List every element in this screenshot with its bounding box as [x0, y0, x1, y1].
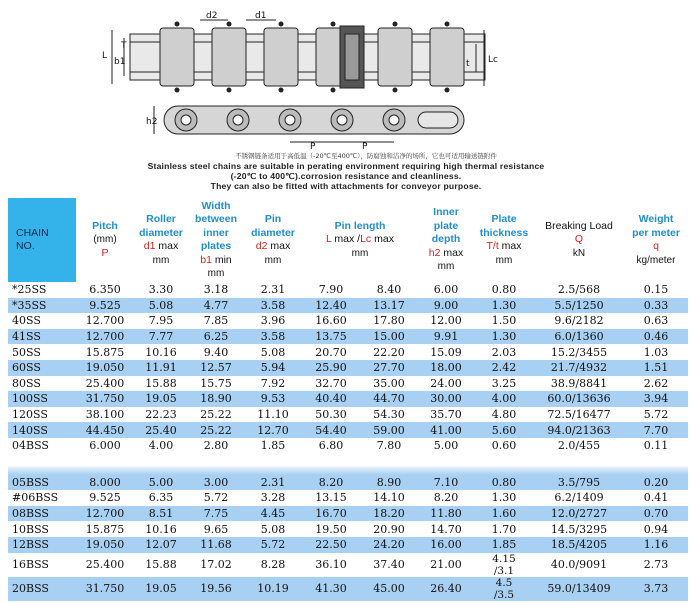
- cell-roller-diameter: 7.95: [148, 314, 174, 328]
- cell-roller-diameter: 5.00: [134, 475, 188, 491]
- cell-plate-depth: 14.70: [430, 522, 462, 536]
- cell-plate-thickness: 1.60: [474, 506, 534, 522]
- cell-plate-depth: 26.40: [418, 577, 474, 601]
- table-row: [8, 577, 688, 601]
- cell-roller-diameter: 7.77: [134, 329, 188, 345]
- table-row: [8, 506, 688, 522]
- cell-pitch: 44.450: [76, 422, 134, 438]
- cell-pin-diameter: 5.94: [244, 360, 302, 376]
- cell-pin-length-lc: 59.00: [360, 422, 418, 438]
- cell-breaking-load: 5.5/1250: [534, 298, 624, 314]
- cell-chain-no: *35SS: [8, 298, 76, 314]
- thickness-t: /3.5: [493, 588, 515, 601]
- cell-breaking-load: 2.5/568: [557, 283, 601, 297]
- cell-plate-thickness: 5.60: [474, 422, 534, 438]
- cell-plate-depth: 24.00: [430, 376, 462, 390]
- cell-weight: 1.16: [624, 537, 688, 553]
- cell-plate-thickness: 3.25: [491, 376, 517, 390]
- cell-width: 9.40: [203, 345, 229, 359]
- cell-pitch: 15.875: [85, 522, 125, 536]
- cell-pin-length-lc: 35.00: [373, 376, 405, 390]
- caption-english-1: Stainless steel chains are suitable in perating environment requiring high thermal resistance: [147, 161, 545, 171]
- cell-pin-length-l: 19.50: [315, 522, 347, 536]
- table-row: [8, 438, 688, 454]
- cell-breaking-load: 6.2/1409: [554, 491, 604, 505]
- cell-chain-no: 120SS: [12, 408, 48, 422]
- cell-pin-length-l: 41.30: [302, 577, 360, 601]
- cell-chain-no: 10BSS: [12, 522, 49, 536]
- dim-b1: b1: [114, 57, 126, 67]
- cell-weight: 0.20: [624, 475, 688, 491]
- dim-d2: d2: [206, 11, 218, 21]
- cell-pin-diameter: 2.31: [260, 283, 286, 297]
- cell-breaking-load: 40.0/9091: [550, 558, 608, 571]
- col-weight: Weight per meter q kg/meter: [632, 213, 680, 266]
- cell-plate-depth: 9.00: [418, 298, 474, 314]
- cell-pin-diameter: 3.28: [260, 491, 286, 505]
- cell-pin-length-l: 32.70: [315, 376, 347, 390]
- cell-pitch: 12.700: [76, 329, 134, 345]
- caption-chinese: 不锈钢链条适用于高低温（-20℃至400℃），防腐蚀和洁净的场所，它也可适用输送链附件: [235, 152, 497, 160]
- cell-width: 7.85: [203, 314, 229, 328]
- chain-spec-table: [8, 198, 688, 601]
- cell-breaking-load: 6.0/1360: [534, 329, 624, 345]
- cell-pitch: 8.000: [76, 475, 134, 491]
- cell-pin-length-l: 22.50: [302, 537, 360, 553]
- table-row: [8, 282, 688, 298]
- cell-pitch: 19.050: [76, 537, 134, 553]
- table-row: [8, 344, 688, 360]
- cell-pin-length-lc: 15.00: [360, 329, 418, 345]
- cell-pin-length-l: 6.80: [318, 439, 344, 453]
- col-chain-no: CHAIN NO.: [8, 198, 76, 282]
- cell-chain-no: 12BSS: [8, 537, 76, 553]
- cell-breaking-load: 59.0/13409: [534, 577, 624, 601]
- cell-breaking-load: 21.7/4932: [534, 360, 624, 376]
- cell-pin-diameter: 12.70: [244, 422, 302, 438]
- cell-plate-depth: 30.00: [418, 391, 474, 407]
- cell-breaking-load: 94.0/21363: [534, 422, 624, 438]
- cell-pitch: 31.750: [76, 577, 134, 601]
- cell-chain-no: 20BSS: [8, 577, 76, 601]
- cell-plate-thickness: 1.85: [474, 537, 534, 553]
- chain-top-view: [112, 20, 485, 92]
- cell-roller-diameter: 19.05: [134, 391, 188, 407]
- cell-pin-diameter: 11.10: [257, 408, 289, 422]
- cell-pitch: 9.525: [89, 491, 121, 505]
- cell-pin-diameter: 5.72: [244, 537, 302, 553]
- cell-breaking-load: 72.5/16477: [547, 408, 611, 422]
- cell-pin-length-l: 16.60: [315, 314, 347, 328]
- col-pin-diameter: Pin diameter d2 max mm: [251, 213, 295, 266]
- cell-pin-length-lc: 24.20: [360, 537, 418, 553]
- cell-pin-length-l: 50.30: [315, 408, 347, 422]
- cell-breaking-load: 38.9/8841: [550, 376, 608, 390]
- col-roller-diameter: Roller diameter d1 max mm: [139, 213, 183, 266]
- cell-pin-length-l: 16.70: [302, 506, 360, 522]
- cell-pin-length-lc: 18.20: [360, 506, 418, 522]
- cell-pitch: 25.400: [85, 376, 125, 390]
- cell-weight: 7.70: [624, 422, 688, 438]
- cell-roller-diameter: 11.91: [134, 360, 188, 376]
- cell-pin-diameter: 3.58: [244, 329, 302, 345]
- cell-plate-thickness: [474, 553, 534, 577]
- col-breaking-load: Breaking Load Q kN: [545, 219, 613, 259]
- cell-pin-length-lc: 20.90: [373, 522, 405, 536]
- cell-plate-depth: 7.10: [418, 475, 474, 491]
- cell-breaking-load: 18.5/4205: [534, 537, 624, 553]
- cell-plate-thickness: 4.80: [491, 408, 517, 422]
- dim-h2: h2: [146, 117, 158, 127]
- cell-breaking-load: 14.5/3295: [550, 522, 608, 536]
- cell-pin-length-lc: 17.80: [373, 314, 405, 328]
- cell-width: 11.68: [188, 537, 244, 553]
- cell-weight: 0.15: [643, 283, 669, 297]
- chain-technical-drawing: [0, 0, 692, 150]
- cell-plate-thickness: [474, 577, 534, 601]
- table-row: [8, 360, 688, 376]
- cell-pin-length-lc: 45.00: [360, 577, 418, 601]
- cell-weight: 0.94: [643, 522, 669, 536]
- cell-pin-length-lc: 13.17: [360, 298, 418, 314]
- dim-P-1: P: [310, 142, 316, 150]
- cell-pitch: 6.000: [89, 439, 121, 453]
- cell-breaking-load: 60.0/13636: [534, 391, 624, 407]
- cell-width: 19.56: [188, 577, 244, 601]
- caption: [0, 151, 692, 191]
- cell-pin-length-l: 36.10: [315, 558, 347, 571]
- cell-roller-diameter: 4.00: [148, 439, 174, 453]
- table-row: [8, 313, 688, 329]
- cell-roller-diameter: 5.08: [134, 298, 188, 314]
- thickness-t: /3.1: [493, 564, 515, 577]
- col-inner-plate-depth: Inner plate depth h2 max mm: [428, 206, 464, 273]
- cell-pin-length-l: 20.70: [315, 345, 347, 359]
- thickness-T: 4.15: [492, 552, 516, 565]
- cell-pin-diameter: 5.08: [260, 345, 286, 359]
- cell-pitch: 38.100: [85, 408, 125, 422]
- cell-roller-diameter: 15.88: [145, 558, 177, 571]
- cell-pin-diameter: 8.28: [260, 558, 286, 571]
- cell-plate-depth: 15.09: [430, 345, 462, 359]
- cell-chain-no: 40SS: [12, 314, 41, 328]
- cell-pin-length-lc: 8.40: [376, 283, 402, 297]
- cell-plate-thickness: 1.30: [474, 298, 534, 314]
- cell-weight: 0.41: [643, 491, 669, 505]
- cell-plate-thickness: 1.70: [491, 522, 517, 536]
- cell-width: 15.75: [200, 376, 232, 390]
- cell-plate-depth: 5.00: [433, 439, 459, 453]
- cell-chain-no: 100SS: [8, 391, 76, 407]
- table-row: [8, 422, 688, 438]
- dim-P-2: P: [362, 142, 368, 150]
- cell-weight: 2.73: [643, 558, 669, 571]
- dim-T: T: [121, 41, 127, 51]
- cell-pitch: 12.700: [85, 314, 125, 328]
- cell-roller-diameter: 19.05: [134, 577, 188, 601]
- col-width-inner-plates: Width between inner plates b1 min mm: [194, 199, 237, 279]
- dim-Lc: Lc: [488, 55, 498, 65]
- cell-plate-depth: 35.70: [430, 408, 462, 422]
- cell-roller-diameter: 10.16: [145, 345, 177, 359]
- caption-english-3: They can also be fitted with attachments for conveyor purpose.: [210, 181, 482, 191]
- cell-weight: 1.03: [643, 345, 669, 359]
- col-pin-length: Pin length L max /Lc max mm: [326, 219, 394, 259]
- dim-d1: d1: [255, 11, 267, 21]
- cell-plate-depth: 9.91: [418, 329, 474, 345]
- table-row: [8, 391, 688, 407]
- chain-side-view: [154, 106, 464, 142]
- cell-pin-diameter: 7.92: [260, 376, 286, 390]
- cell-plate-thickness: 1.30: [474, 329, 534, 345]
- table-row: [8, 376, 688, 392]
- cell-pin-length-l: 40.40: [302, 391, 360, 407]
- cell-pin-length-l: 13.15: [315, 491, 347, 505]
- table-row: [8, 521, 688, 537]
- cell-pin-diameter: 10.19: [244, 577, 302, 601]
- cell-width: 5.72: [203, 491, 229, 505]
- dim-t: t: [466, 59, 470, 69]
- cell-pin-diameter: 5.08: [260, 522, 286, 536]
- cell-chain-no: 16BSS: [12, 558, 49, 571]
- cell-chain-no: 05BSS: [8, 475, 76, 491]
- cell-roller-diameter: 10.16: [145, 522, 177, 536]
- cell-roller-diameter: 22.23: [145, 408, 177, 422]
- cell-chain-no: 140SS: [8, 422, 76, 438]
- cell-weight: 3.94: [624, 391, 688, 407]
- cell-roller-diameter: 25.40: [134, 422, 188, 438]
- cell-width: 18.90: [188, 391, 244, 407]
- cell-pin-length-lc: 27.70: [360, 360, 418, 376]
- table-row: [8, 490, 688, 506]
- cell-weight: 2.62: [643, 376, 669, 390]
- cell-roller-diameter: 8.51: [134, 506, 188, 522]
- cell-pitch: 12.700: [76, 506, 134, 522]
- table-row: [8, 475, 688, 491]
- section-divider: [8, 454, 688, 475]
- cell-pin-length-l: 54.40: [302, 422, 360, 438]
- cell-chain-no: 41SS: [8, 329, 76, 345]
- cell-width: 17.02: [200, 558, 232, 571]
- cell-plate-thickness: 2.42: [474, 360, 534, 376]
- cell-breaking-load: 9.6/2182: [554, 314, 604, 328]
- cell-width: 12.57: [188, 360, 244, 376]
- cell-pin-diameter: 2.31: [244, 475, 302, 491]
- cell-plate-depth: 12.00: [430, 314, 462, 328]
- cell-weight: 0.33: [624, 298, 688, 314]
- col-plate-thickness: Plate thickness T/t max mm: [479, 213, 529, 266]
- cell-plate-thickness: 1.50: [491, 314, 517, 328]
- cell-pin-length-lc: 44.70: [360, 391, 418, 407]
- table-row: [8, 407, 688, 423]
- table-body: [8, 282, 688, 601]
- cell-weight: 1.51: [624, 360, 688, 376]
- cell-pin-length-lc: 7.80: [376, 439, 402, 453]
- cell-chain-no: 80SS: [12, 376, 41, 390]
- cell-width: 25.22: [200, 408, 232, 422]
- cell-plate-depth: 41.00: [418, 422, 474, 438]
- cell-plate-thickness: 1.30: [491, 491, 517, 505]
- cell-plate-thickness: 0.80: [491, 283, 517, 297]
- cell-pitch: 25.400: [85, 558, 125, 571]
- cell-width: 4.77: [188, 298, 244, 314]
- cell-weight: 5.72: [643, 408, 669, 422]
- cell-width: 3.18: [203, 283, 229, 297]
- cell-plate-depth: 18.00: [418, 360, 474, 376]
- cell-pitch: 31.750: [76, 391, 134, 407]
- cell-breaking-load: 15.2/3455: [550, 345, 608, 359]
- cell-roller-diameter: 6.35: [148, 491, 174, 505]
- cell-pin-length-lc: 54.30: [373, 408, 405, 422]
- cell-breaking-load: 2.0/455: [557, 439, 601, 453]
- cell-plate-depth: 16.00: [418, 537, 474, 553]
- cell-pin-length-l: 8.20: [302, 475, 360, 491]
- cell-roller-diameter: 12.07: [134, 537, 188, 553]
- cell-pitch: 15.875: [85, 345, 125, 359]
- cell-roller-diameter: 15.88: [145, 376, 177, 390]
- cell-plate-thickness: 0.60: [491, 439, 517, 453]
- cell-width: 25.22: [188, 422, 244, 438]
- cell-pin-length-lc: 37.40: [373, 558, 405, 571]
- cell-pin-diameter: 3.58: [244, 298, 302, 314]
- cell-weight: 0.70: [624, 506, 688, 522]
- cell-plate-depth: 21.00: [430, 558, 462, 571]
- caption-english-2: (-20℃ to 400℃).corrosion resistance and cleanliness.: [230, 171, 462, 181]
- cell-chain-no: 50SS: [12, 345, 41, 359]
- cell-pin-length-lc: 22.20: [373, 345, 405, 359]
- header-row: [8, 198, 688, 282]
- cell-weight: 0.46: [624, 329, 688, 345]
- cell-pitch: 19.050: [76, 360, 134, 376]
- cell-pitch: 9.525: [76, 298, 134, 314]
- cell-chain-no: 08BSS: [8, 506, 76, 522]
- table-row: [8, 537, 688, 553]
- cell-width: 9.65: [203, 522, 229, 536]
- cell-pin-length-l: 12.40: [302, 298, 360, 314]
- cell-plate-thickness: 0.80: [474, 475, 534, 491]
- cell-chain-no: 04BSS: [12, 439, 49, 453]
- cell-pin-length-l: 13.75: [302, 329, 360, 345]
- table-row: [8, 329, 688, 345]
- cell-pin-diameter: 4.45: [244, 506, 302, 522]
- cell-weight: 3.73: [624, 577, 688, 601]
- cell-width: 2.80: [203, 439, 229, 453]
- cell-plate-depth: 11.80: [418, 506, 474, 522]
- cell-pin-length-l: 25.90: [302, 360, 360, 376]
- table-row: [8, 553, 688, 577]
- cell-weight: 0.11: [643, 439, 669, 453]
- table-row: [8, 298, 688, 314]
- cell-width: 3.00: [188, 475, 244, 491]
- cell-plate-depth: 8.20: [433, 491, 459, 505]
- cell-chain-no: *25SS: [12, 283, 47, 297]
- cell-width: 7.75: [188, 506, 244, 522]
- cell-pin-length-lc: 8.90: [360, 475, 418, 491]
- cell-pin-length-l: 7.90: [318, 283, 344, 297]
- cell-chain-no: #06BSS: [12, 491, 59, 505]
- col-pitch: Pitch (mm) P: [92, 219, 118, 259]
- cell-roller-diameter: 3.30: [148, 283, 174, 297]
- cell-pin-diameter: 1.85: [260, 439, 286, 453]
- cell-plate-thickness: 4.00: [474, 391, 534, 407]
- cell-width: 6.25: [188, 329, 244, 345]
- cell-breaking-load: 3.5/795: [534, 475, 624, 491]
- thickness-T: 4.5: [495, 576, 513, 589]
- cell-weight: 0.63: [643, 314, 669, 328]
- cell-pitch: 6.350: [89, 283, 121, 297]
- cell-chain-no: 60SS: [8, 360, 76, 376]
- cell-breaking-load: 12.0/2727: [534, 506, 624, 522]
- cell-pin-length-lc: 14.10: [373, 491, 405, 505]
- cell-pin-diameter: 9.53: [244, 391, 302, 407]
- cell-pin-diameter: 3.96: [260, 314, 286, 328]
- cell-plate-thickness: 2.03: [491, 345, 517, 359]
- cell-plate-depth: 6.00: [433, 283, 459, 297]
- dim-L: L: [102, 51, 108, 61]
